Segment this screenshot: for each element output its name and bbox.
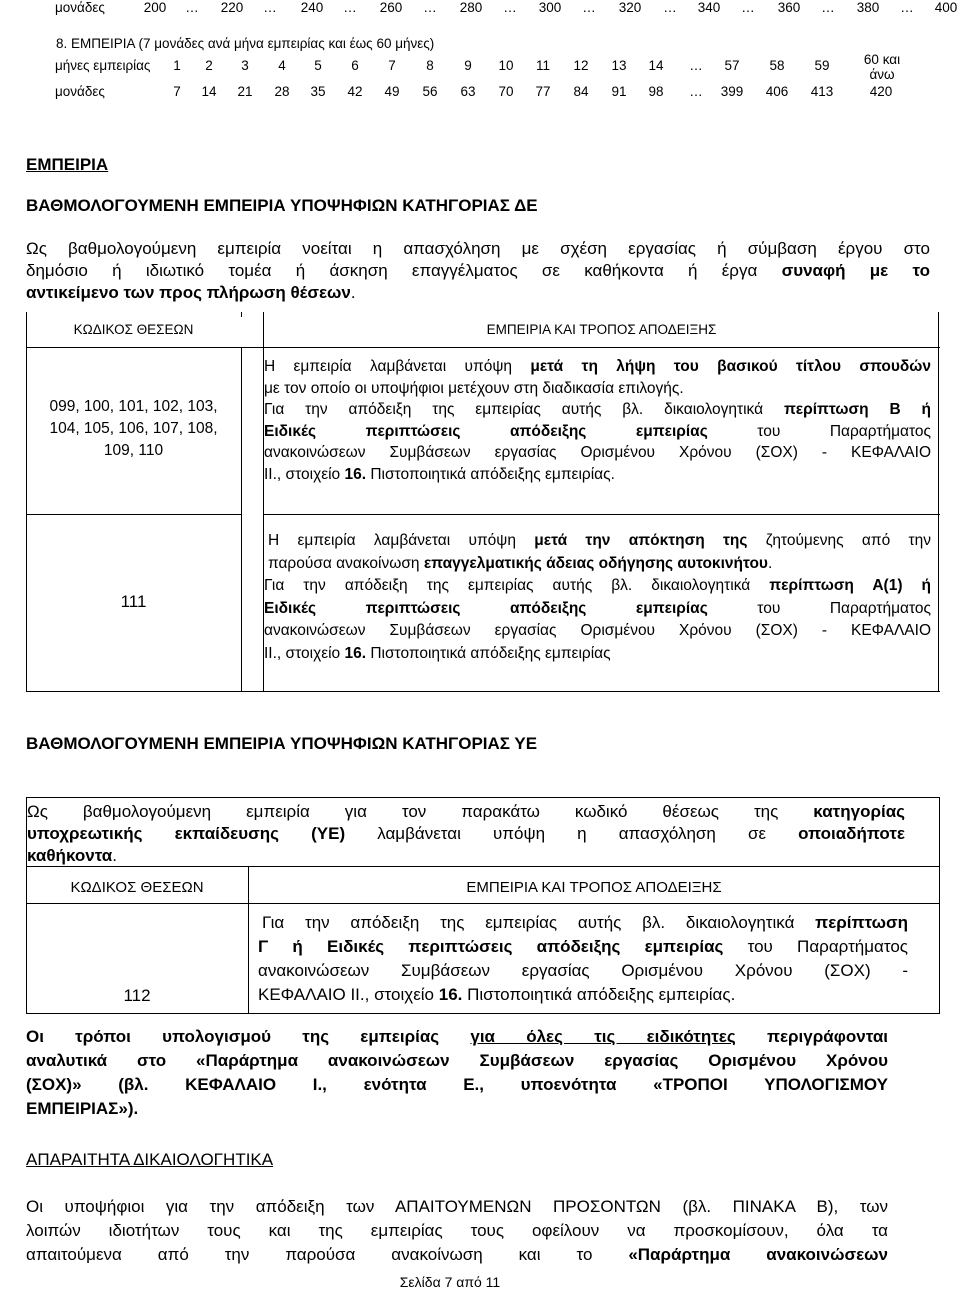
ye-intro-l1-b: κατηγορίας bbox=[813, 802, 905, 821]
de-col-code-header: ΚΩΔΙΚΟΣ ΘΕΣΕΩΝ bbox=[73, 322, 194, 337]
units-cell: … bbox=[185, 0, 199, 15]
experience-points-title: 8. ΕΜΠΕΙΡΙΑ (7 μονάδες ανά μήνα εμπειρίας και έως 60 μήνες) bbox=[56, 36, 435, 51]
months-cell: 59 bbox=[814, 58, 830, 73]
de-table-row-line bbox=[26, 514, 241, 515]
de-row1-l6-b: 16. bbox=[344, 465, 367, 483]
ye-row-l1-b: περίπτωση bbox=[815, 913, 908, 932]
units-cell: 260 bbox=[379, 0, 403, 15]
months-cell: 2 bbox=[205, 58, 213, 73]
points-cell: 70 bbox=[498, 84, 514, 99]
calc-note-l1 bbox=[26, 1025, 888, 1049]
de-row1-codes-line3: 109, 110 bbox=[103, 442, 164, 459]
de-row2-l6-c: Πιστοποιητικά απόδειξης εμπειρίας bbox=[366, 644, 611, 662]
de-section-title: ΒΑΘΜΟΛΟΓΟΥΜΕΝΗ ΕΜΠΕΙΡΙΑ ΥΠΟΨΗΦΙΩΝ ΚΑΤΗΓΟΡΙΑΣ ΔΕ bbox=[26, 196, 538, 215]
units-cell: 360 bbox=[777, 0, 801, 15]
de-col-exp-header: ΕΜΠΕΙΡΙΑ ΚΑΙ ΤΡΟΠΟΣ ΑΠΟΔΕΙΞΗΣ bbox=[486, 322, 717, 337]
units-cell: … bbox=[343, 0, 357, 15]
de-row2-l6-a: ΙΙ., στοιχείο bbox=[264, 644, 345, 662]
months-cell: 8 bbox=[426, 58, 434, 73]
months-cell: 10 bbox=[498, 58, 514, 73]
ye-row-l4 bbox=[258, 983, 908, 1007]
ye-row-text bbox=[258, 911, 908, 1007]
ye-row-l4-a: ΚΕΦΑΛΑΙΟ ΙΙ., στοιχείο bbox=[258, 985, 439, 1004]
months-cell: 5 bbox=[314, 58, 322, 73]
units-cell: … bbox=[741, 0, 755, 15]
points-cell: 399 bbox=[720, 84, 744, 99]
ye-col-code-header: ΚΩΔΙΚΟΣ ΘΕΣΕΩΝ bbox=[70, 879, 204, 896]
months-row bbox=[0, 52, 960, 82]
months-last-line1: 60 και bbox=[863, 52, 901, 67]
ye-intro-l3-b: . bbox=[112, 846, 117, 865]
de-table-bottom-line bbox=[26, 691, 940, 692]
months-cell: 3 bbox=[241, 58, 249, 73]
months-cell: 7 bbox=[388, 58, 396, 73]
units-cell: … bbox=[263, 0, 277, 15]
de-row1-l6 bbox=[264, 464, 931, 486]
points-cell: 7 bbox=[173, 84, 181, 99]
calc-note-l3: (ΣΟΧ)» (βλ. ΚΕΦΑΛΑΙΟ Ι., ενότητα Ε., υποενότητα «ΤΡΟΠΟΙ ΥΠΟΛΟΓΙΣΜΟΥ bbox=[26, 1075, 888, 1094]
de-row2-l3 bbox=[264, 575, 931, 598]
units-cell: … bbox=[663, 0, 677, 15]
de-row2-l6 bbox=[264, 643, 931, 666]
required-docs-l3-a: απαιτούμενα από την παρούσα ανακοίνωση και το bbox=[26, 1245, 629, 1264]
points-cell: 91 bbox=[611, 84, 627, 99]
ye-intro-l2-a: υποχρεωτικής εκπαίδευσης (ΥΕ) bbox=[27, 824, 346, 843]
units-label: μονάδες bbox=[55, 0, 105, 15]
points-cell: 49 bbox=[384, 84, 400, 99]
de-row2-l4-a: Ειδικές περιπτώσεις απόδειξης εμπειρίας bbox=[264, 599, 708, 617]
months-cell: 9 bbox=[464, 58, 472, 73]
ye-row-l3: ανακοινώσεων Συμβάσεων εργασίας Ορισμένου Χρόνου (ΣΟΧ) - bbox=[258, 961, 908, 980]
de-row2-l2-a: παρούσα ανακοίνωση bbox=[268, 554, 424, 572]
calc-note-l1-b: για όλες τις ειδικότητες bbox=[470, 1027, 736, 1046]
calc-note-l1-a: Οι τρόποι υπολογισμού της εμπειρίας bbox=[26, 1027, 471, 1046]
points-cell: 413 bbox=[810, 84, 834, 99]
ye-intro bbox=[27, 801, 905, 867]
units-cell: … bbox=[503, 0, 517, 15]
de-row1-text bbox=[264, 356, 931, 485]
points-cell: 84 bbox=[573, 84, 589, 99]
calc-note-l1-c: περιγράφονται bbox=[735, 1027, 888, 1046]
de-row1-l4-a: Ειδικές περιπτώσεις απόδειξης εμπειρίας bbox=[264, 422, 708, 440]
points-cell: 63 bbox=[460, 84, 476, 99]
de-row2-l6-b: 16. bbox=[344, 644, 367, 662]
months-label: μήνες εμπειρίας bbox=[55, 58, 151, 73]
months-last-line2: άνω bbox=[869, 67, 895, 82]
de-intro-line1: Ως βαθμολογούμενη εμπειρία νοείται η απασχόληση με σχέση εργασίας ή σύμβαση έργου στο bbox=[26, 239, 930, 258]
de-row1-l6-c: Πιστοποιητικά απόδειξης εμπειρίας. bbox=[366, 465, 615, 483]
de-table-vtop bbox=[241, 312, 242, 317]
de-table-row-line-right bbox=[263, 514, 940, 515]
ye-intro-l1-a: Ως βαθμολογούμενη εμπειρία για τον παρακάτω κωδικό θέσεως της bbox=[27, 802, 814, 821]
months-cell: 14 bbox=[648, 58, 664, 73]
de-table-header-line bbox=[26, 347, 940, 348]
calc-note bbox=[26, 1025, 888, 1121]
ye-row-code: 112 bbox=[123, 986, 151, 1005]
de-row2-l5: ανακοινώσεων Συμβάσεων εργασίας Ορισμένου Χρόνου (ΣΟΧ) - ΚΕΦΑΛΑΙΟ bbox=[264, 622, 931, 639]
ye-row-l2-a: Γ ή Ειδικές περιπτώσεις απόδειξης εμπειρίας bbox=[258, 937, 724, 956]
months-cell: 12 bbox=[573, 58, 589, 73]
de-row2-code: 111 bbox=[120, 592, 147, 611]
units-cell: 340 bbox=[697, 0, 721, 15]
ye-table-header-line bbox=[26, 903, 940, 904]
months-cell: 1 bbox=[173, 58, 181, 73]
months-cell: … bbox=[689, 58, 703, 73]
de-intro-line3-bold: αντικείμενο των προς πλήρωση θέσεων bbox=[26, 283, 351, 302]
points-cell: 56 bbox=[422, 84, 438, 99]
de-row2-l2 bbox=[264, 553, 931, 576]
de-intro bbox=[26, 238, 930, 304]
de-row2-l2-c: . bbox=[767, 554, 773, 572]
required-docs-l3 bbox=[26, 1243, 888, 1267]
de-row1-codes bbox=[26, 396, 241, 462]
de-row2-l3-a: Για την απόδειξη της εμπειρίας αυτής βλ. δικαιολογητικά bbox=[264, 577, 770, 594]
ye-intro-l2-c: οποιαδήποτε bbox=[798, 824, 905, 843]
required-docs-text bbox=[26, 1195, 888, 1267]
units-cell: 280 bbox=[459, 0, 483, 15]
ye-col-exp-header: ΕΜΠΕΙΡΙΑ ΚΑΙ ΤΡΟΠΟΣ ΑΠΟΔΕΙΞΗΣ bbox=[466, 879, 722, 896]
de-row2-l1-b: μετά την απόκτηση της bbox=[534, 532, 748, 549]
de-row1-l4 bbox=[264, 421, 931, 443]
units-cell: … bbox=[900, 0, 914, 15]
units-cell: … bbox=[582, 0, 596, 15]
points-cell: 35 bbox=[310, 84, 326, 99]
de-table-vline-left bbox=[241, 347, 242, 692]
page-number: Σελίδα 7 από 11 bbox=[399, 1274, 501, 1290]
de-row1-l6-a: ΙΙ., στοιχείο bbox=[264, 465, 345, 483]
units-cell: … bbox=[423, 0, 437, 15]
calc-note-l2: αναλυτικά στο «Παράρτημα ανακοινώσεων Συμβάσεων εργασίας Ορισμένου Χρόνου bbox=[26, 1051, 888, 1070]
ye-row-l1 bbox=[258, 911, 908, 935]
de-intro-line2-plain: δημόσιο ή ιδιωτικό τομέα ή άσκηση επαγγέλματος σε καθήκοντα ή έργα bbox=[26, 261, 758, 280]
de-intro-line2 bbox=[26, 260, 930, 282]
months-cell: 4 bbox=[278, 58, 286, 73]
units-cell: 200 bbox=[143, 0, 167, 15]
points-label: μονάδες bbox=[55, 84, 105, 99]
ye-intro-line1 bbox=[27, 801, 905, 823]
units-cell: 220 bbox=[220, 0, 244, 15]
units-cell: 300 bbox=[538, 0, 562, 15]
de-row1-l3 bbox=[264, 399, 931, 421]
units-cell: 400 bbox=[934, 0, 958, 15]
de-row1-l5: ανακοινώσεων Συμβάσεων εργασίας Ορισμένου Χρόνου (ΣΟΧ) - ΚΕΦΑΛΑΙΟ bbox=[264, 444, 931, 461]
required-docs-l2: λοιπών ιδιοτήτων τους και της εμπειρίας τους οφείλουν να προσκομίσουν, όλα τα bbox=[26, 1221, 888, 1240]
de-row2-l4 bbox=[264, 598, 931, 621]
de-row2-l3-b: περίπτωση Α(1) ή bbox=[769, 577, 931, 594]
points-cell: 77 bbox=[535, 84, 551, 99]
ye-row-l2 bbox=[258, 935, 908, 959]
points-cell: 14 bbox=[201, 84, 217, 99]
ye-intro-l2-b: λαμβάνεται υπόψη η απασχόληση σε bbox=[345, 824, 799, 843]
de-row1-l3-a: Για την απόδειξη της εμπειρίας αυτής βλ. δικαιολογητικά bbox=[264, 401, 784, 418]
required-docs-l1: Οι υποψήφιοι για την απόδειξη των ΑΠΑΙΤΟΥΜΕΝΩΝ ΠΡΟΣΟΝΤΩΝ (βλ. ΠΙΝΑΚΑ Β), των bbox=[26, 1197, 888, 1216]
points-cell: 21 bbox=[237, 84, 253, 99]
points-cell: 98 bbox=[648, 84, 664, 99]
de-row1-l3-b: περίπτωση Β ή bbox=[783, 401, 931, 418]
de-row2-l1 bbox=[264, 530, 931, 553]
points-cell: 406 bbox=[765, 84, 789, 99]
points-cell: 28 bbox=[274, 84, 290, 99]
de-intro-line3 bbox=[26, 282, 930, 304]
de-row2-l4-b: του Παραρτήματος bbox=[707, 599, 931, 617]
units-cell: 320 bbox=[618, 0, 642, 15]
de-row1-l1 bbox=[264, 356, 931, 378]
months-cell: 57 bbox=[724, 58, 740, 73]
de-row2-l2-b: επαγγελματικής άδειας οδήγησης αυτοκινήτου bbox=[423, 554, 768, 572]
de-intro-line2-bold: συναφή με το bbox=[781, 261, 930, 280]
points-cell: … bbox=[689, 84, 703, 99]
ye-intro-l3-a: καθήκοντα bbox=[27, 846, 113, 865]
de-row1-l1-a: Η εμπειρία λαμβάνεται υπόψη bbox=[264, 358, 531, 375]
de-row1-codes-line2: 104, 105, 106, 107, 108, bbox=[49, 420, 218, 437]
units-row-top bbox=[0, 0, 960, 18]
de-row2-l1-a: Η εμπειρία λαμβάνεται υπόψη bbox=[268, 532, 535, 549]
de-row1-l4-b: του Παραρτήματος bbox=[707, 422, 931, 440]
calc-note-l4: ΕΜΠΕΙΡΙΑΣ»). bbox=[26, 1099, 139, 1118]
de-row1-codes-line1: 099, 100, 101, 102, 103, bbox=[49, 398, 218, 415]
units-cell: 240 bbox=[300, 0, 324, 15]
months-cell: 58 bbox=[769, 58, 785, 73]
ye-row-l4-b: 16. bbox=[438, 985, 463, 1004]
ye-intro-line3 bbox=[27, 845, 905, 867]
ye-row-l4-c: Πιστοποιητικά απόδειξης εμπειρίας. bbox=[462, 985, 736, 1004]
units-cell: 380 bbox=[856, 0, 880, 15]
ye-intro-line2 bbox=[27, 823, 905, 845]
de-row1-l2: με τον οποίο οι υποψήφιοι μετέχουν στη διαδικασία επιλογής. bbox=[264, 379, 684, 397]
de-row2-text bbox=[264, 530, 931, 665]
experience-heading: ΕΜΠΕΙΡΙΑ bbox=[26, 155, 109, 174]
required-docs-title: ΑΠΑΡΑΙΤΗΤΑ ΔΙΚΑΙΟΛΟΓΗΤΙΚΑ bbox=[26, 1150, 274, 1169]
points-row bbox=[0, 82, 960, 102]
points-cell: 42 bbox=[347, 84, 363, 99]
ye-section-title: ΒΑΘΜΟΛΟΓΟΥΜΕΝΗ ΕΜΠΕΙΡΙΑ ΥΠΟΨΗΦΙΩΝ ΚΑΤΗΓΟΡΙΑΣ ΥΕ bbox=[26, 734, 538, 753]
months-cell: 11 bbox=[535, 58, 550, 73]
de-row2-l1-c: ζητούμενης από την bbox=[747, 532, 931, 549]
ye-row-l1-a: Για την απόδειξη της εμπειρίας αυτής βλ. δικαιολογητικά bbox=[262, 913, 816, 932]
months-cell: 13 bbox=[611, 58, 627, 73]
months-cell: 6 bbox=[351, 58, 359, 73]
points-cell: 420 bbox=[869, 84, 893, 99]
required-docs-l3-b: «Παράρτημα ανακοινώσεων bbox=[628, 1245, 888, 1264]
de-row1-l1-b: μετά τη λήψη του βασικού τίτλου σπουδών bbox=[530, 358, 931, 375]
units-cell: … bbox=[821, 0, 835, 15]
de-intro-line3-end: . bbox=[350, 283, 356, 302]
ye-row-l2-b: του Παραρτήματος bbox=[723, 937, 908, 956]
